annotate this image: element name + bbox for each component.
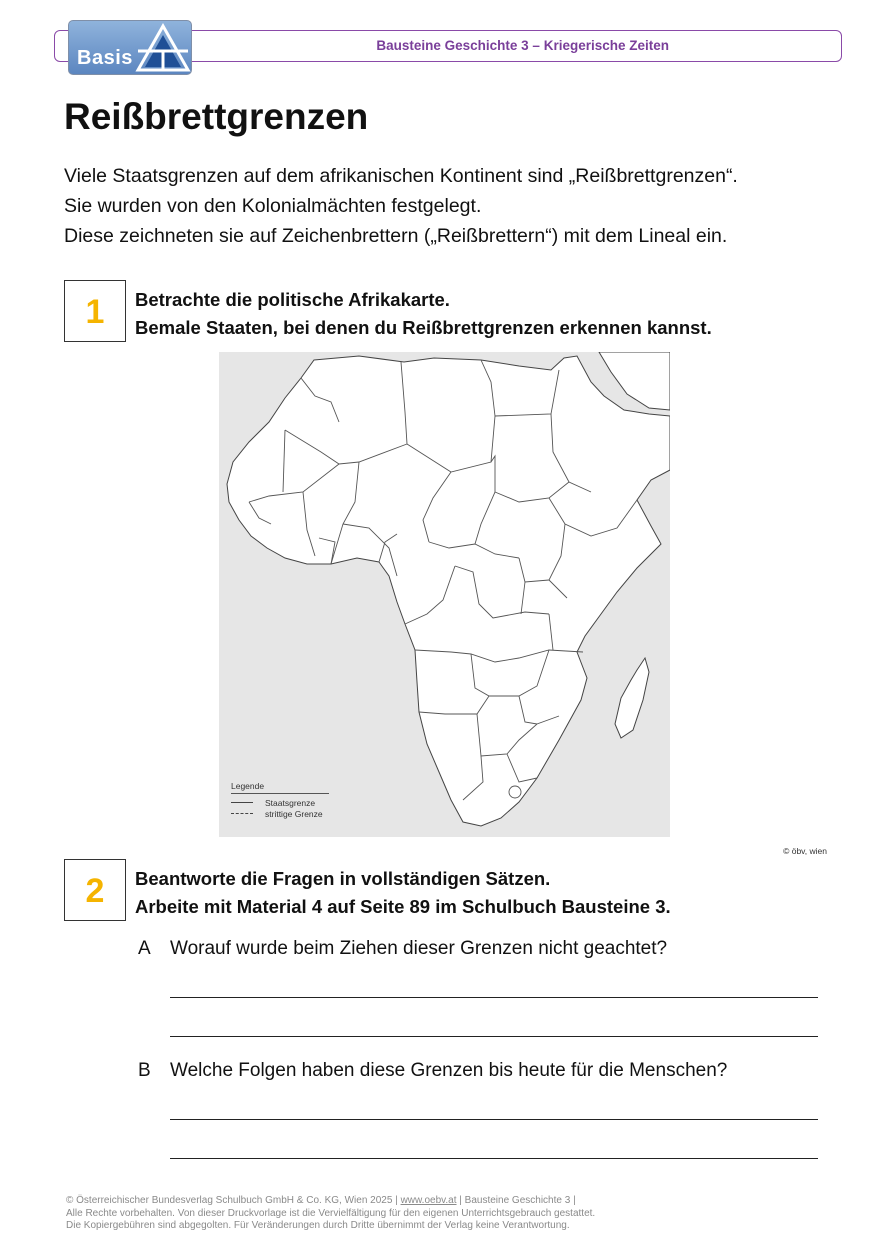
logo-text: Basis <box>77 47 133 69</box>
task-1-line: Bemale Staaten, bei denen du Reißbrettgrenzen erkennen kannst. <box>135 317 712 338</box>
task-2-instructions <box>135 865 671 921</box>
footer-line-1 <box>66 1195 595 1208</box>
legend-label: strittige Grenze <box>265 808 323 819</box>
task-2-line: Arbeite mit Material 4 auf Seite 89 im Schulbuch Bausteine 3. <box>135 896 671 917</box>
map-credit: © öbv, wien <box>783 846 827 856</box>
task-number-2: 2 <box>64 859 126 921</box>
triangle-logo-icon <box>135 23 191 73</box>
footer-line-3: Die Kopiergebühren sind abgegolten. Für Veränderungen durch Dritte übernimmt der Verlag keine Verantwortung. <box>66 1220 570 1231</box>
question-letter: A <box>138 938 151 959</box>
africa-landmass <box>227 356 670 826</box>
intro-line: Diese zeichneten sie auf Zeichenbrettern („Reißbrettern“) mit dem Lineal ein. <box>64 225 728 247</box>
intro-line: Sie wurden von den Kolonialmächten festgelegt. <box>64 195 482 217</box>
answer-line[interactable] <box>170 997 818 998</box>
africa-outline-drawing <box>219 352 670 837</box>
legend-label: Staatsgrenze <box>265 797 316 808</box>
footer-text: | Bausteine Geschichte 3 | <box>456 1195 576 1206</box>
dashed-line-icon <box>231 813 253 814</box>
task-1-line: Betrachte die politische Afrikakarte. <box>135 289 450 310</box>
footer-copyright <box>66 1195 595 1233</box>
question-text: Worauf wurde beim Ziehen dieser Grenzen nicht geachtet? <box>170 938 668 959</box>
answer-line[interactable] <box>170 1119 818 1120</box>
map-legend <box>231 781 329 819</box>
basis-logo <box>68 20 192 75</box>
task-2-line: Beantworte die Fragen in vollständigen Sätzen. <box>135 868 551 889</box>
intro-line: Viele Staatsgrenzen auf dem afrikanischen Kontinent sind „Reißbrettgrenzen“. <box>64 165 738 187</box>
question-text: Welche Folgen haben diese Grenzen bis heute für die Menschen? <box>170 1060 728 1081</box>
question-letter: B <box>138 1060 151 1081</box>
task-number-1: 1 <box>64 280 126 342</box>
page-title: Reißbrettgrenzen <box>64 96 369 137</box>
task-1-instructions <box>135 286 712 342</box>
series-title: Bausteine Geschichte 3 – Kriegerische Zeiten <box>376 38 669 53</box>
solid-line-icon <box>231 802 253 803</box>
africa-political-map <box>219 352 670 837</box>
intro-text <box>64 161 854 251</box>
legend-row-disputed <box>231 808 329 819</box>
footer-text: © Österreichischer Bundesverlag Schulbuch GmbH & Co. KG, Wien 2025 | <box>66 1195 401 1206</box>
answer-line[interactable] <box>170 1158 818 1159</box>
madagascar-island <box>615 658 649 738</box>
publisher-link[interactable]: www.oebv.at <box>400 1195 457 1206</box>
legend-title: Legende <box>231 781 329 794</box>
legend-row-border <box>231 797 329 808</box>
footer-line-2: Alle Rechte vorbehalten. Von dieser Druckvorlage ist die Vervielfältigung für den eigenen Unterrichtsgebrauch gestattet. <box>66 1207 596 1219</box>
answer-line[interactable] <box>170 1036 818 1037</box>
